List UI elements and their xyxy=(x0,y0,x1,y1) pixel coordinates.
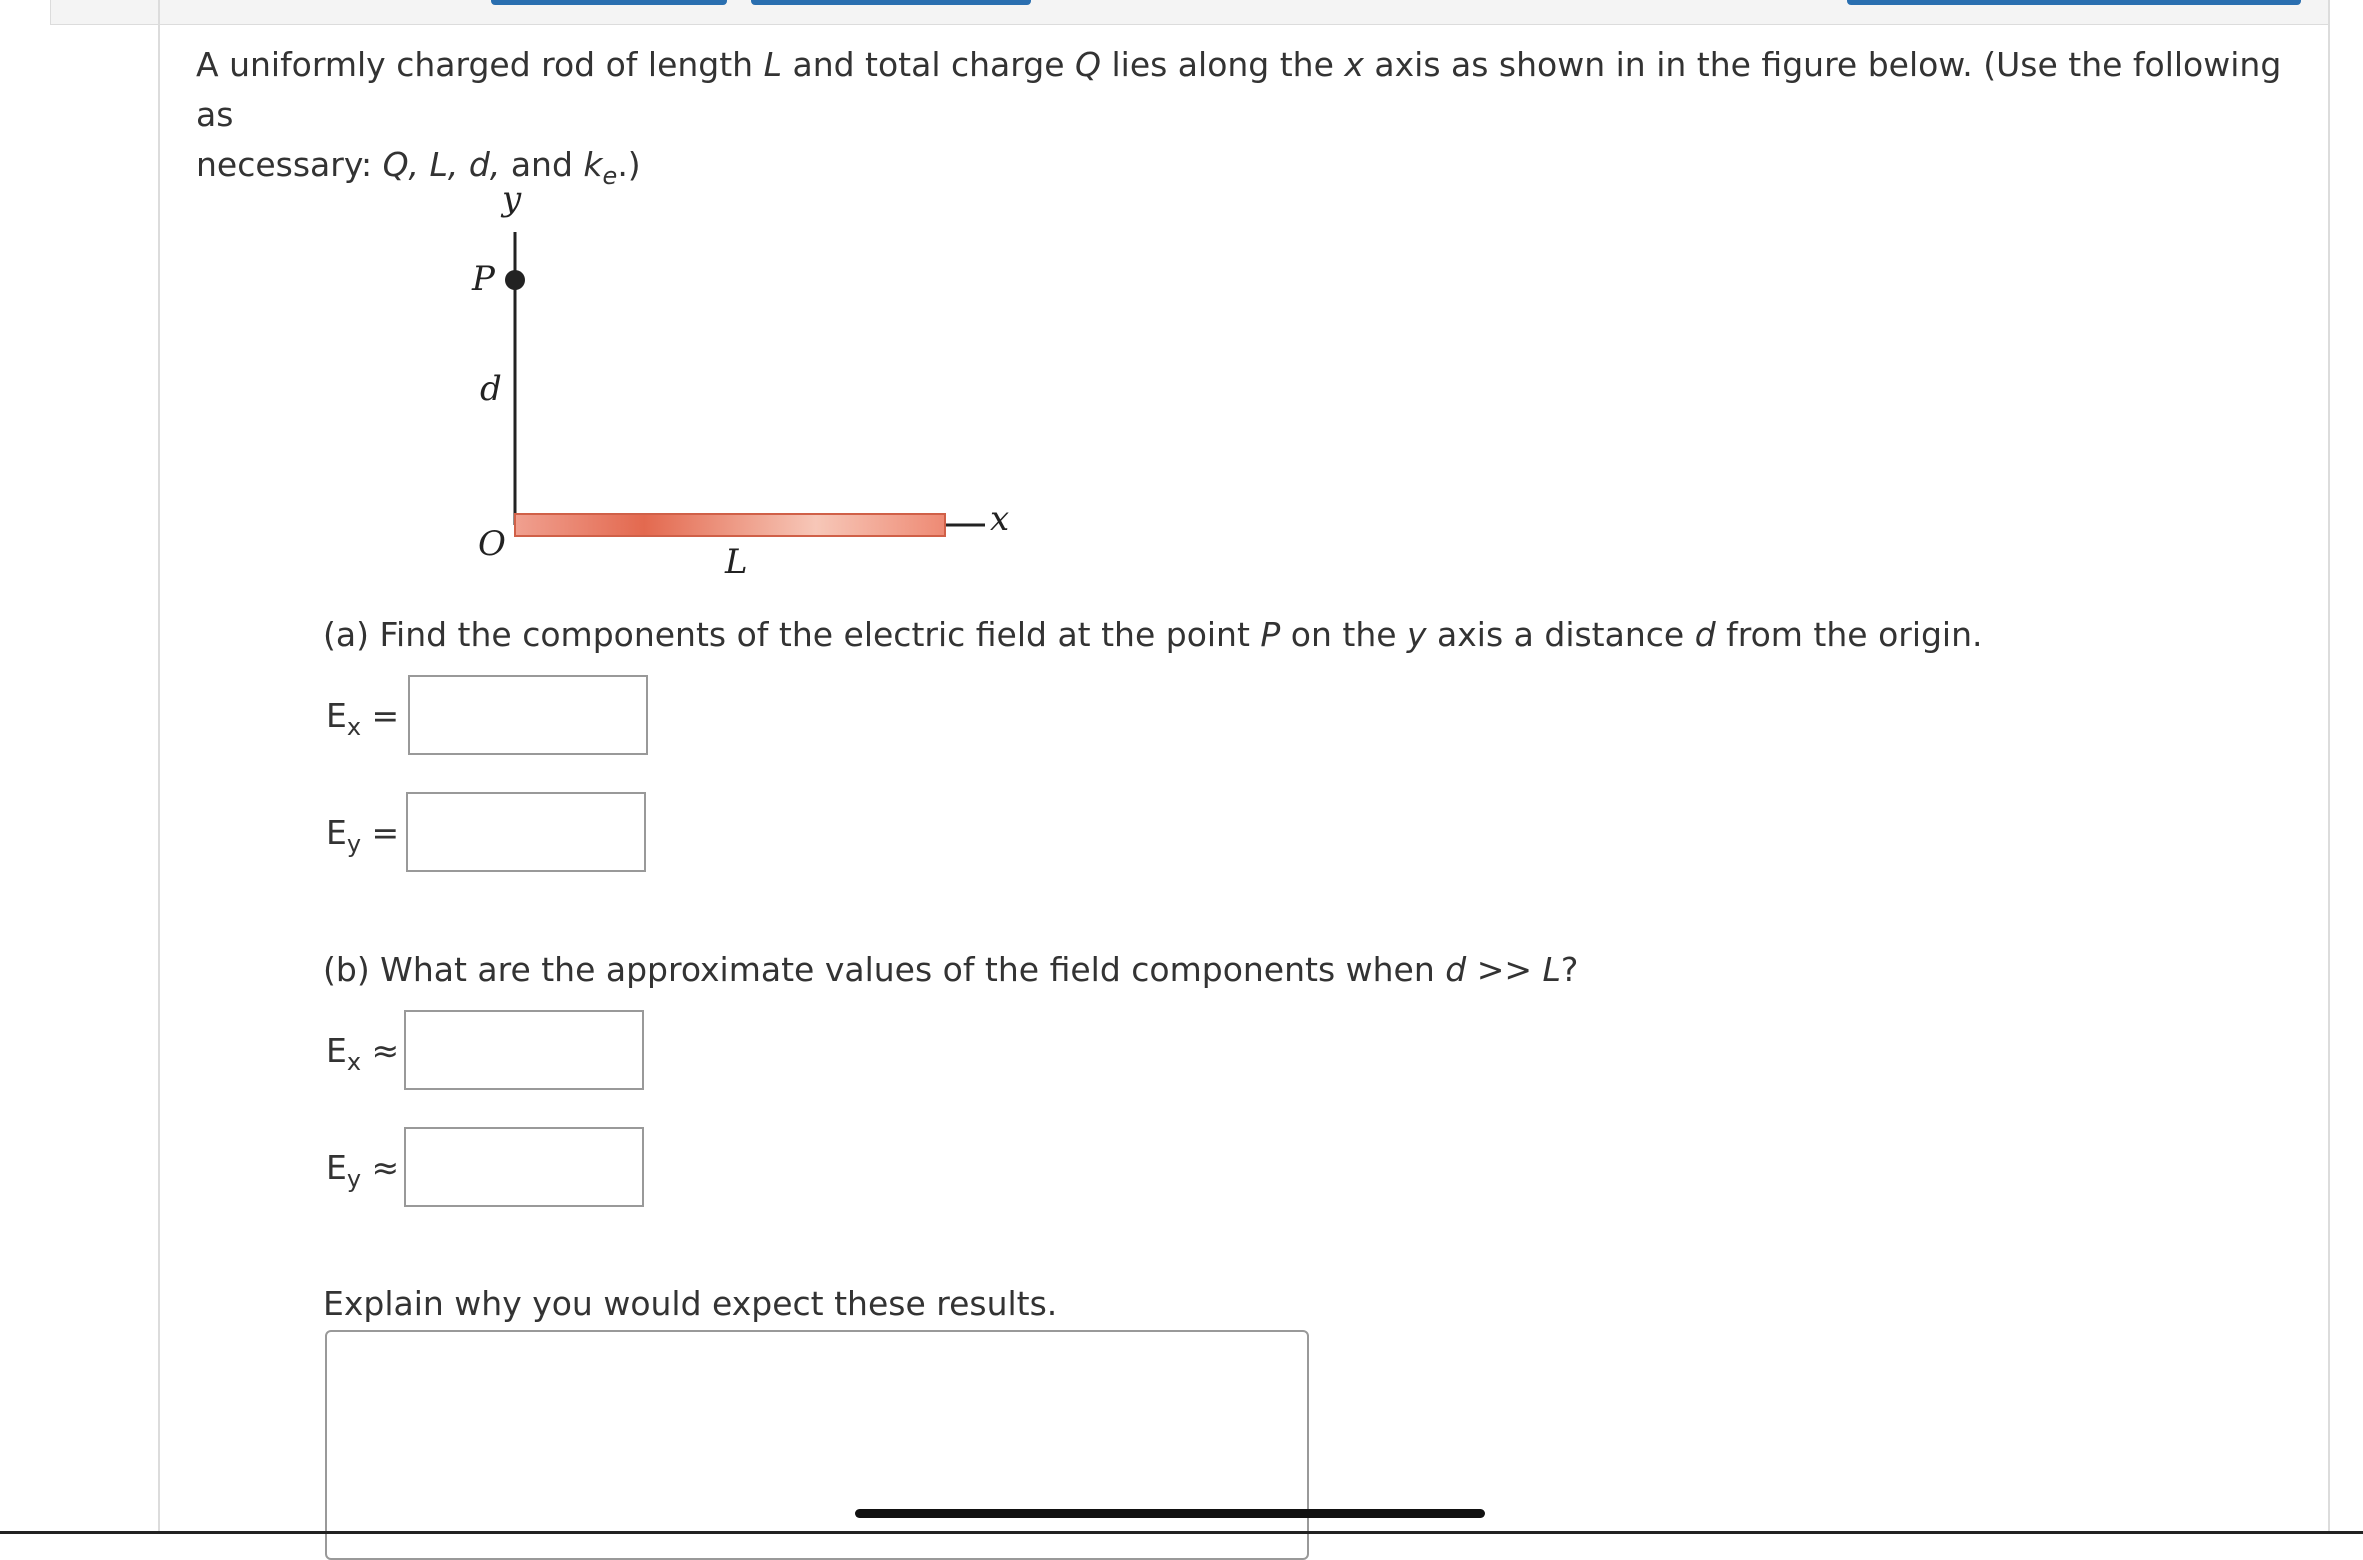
part-b-ey-label: $E_y$ ≈ xyxy=(326,1148,400,1193)
part-a-ex-label: $E_x$ = xyxy=(326,696,400,741)
home-indicator xyxy=(855,1509,1485,1518)
explain-textarea[interactable] xyxy=(325,1330,1309,1560)
label-x: x xyxy=(990,499,1010,539)
part-b-ey-input[interactable] xyxy=(404,1127,644,1207)
part-a-ey-input[interactable] xyxy=(406,792,646,872)
point-p-marker xyxy=(505,270,525,290)
part-b-question: (b) What are the approximate values of the field components when d >> L? xyxy=(323,950,1579,989)
part-a-question: (a) Find the components of the electric field at the point P on the y axis a distance d from the origin. xyxy=(323,615,1983,654)
label-y: y xyxy=(502,180,522,219)
part-a-ey-label: $E_y$ = xyxy=(326,813,400,858)
part-a-ex-input[interactable] xyxy=(408,675,648,755)
charged-rod xyxy=(515,514,945,536)
label-origin: O xyxy=(478,524,506,564)
part-b-ex-input[interactable] xyxy=(404,1010,644,1090)
explain-prompt: Explain why you would expect these results. xyxy=(323,1284,1058,1323)
label-p: P xyxy=(472,259,495,299)
problem-statement: A uniformly charged rod of length L and total charge Q lies along the x axis as shown in in the figure below. (Use the following as necessary: Q, L, d, and $k_e$.) xyxy=(196,45,2282,190)
rod-figure xyxy=(440,180,1040,600)
label-length: L xyxy=(725,542,748,582)
label-d: d xyxy=(480,369,502,409)
part-b-ex-label: $E_x$ ≈ xyxy=(326,1031,400,1076)
